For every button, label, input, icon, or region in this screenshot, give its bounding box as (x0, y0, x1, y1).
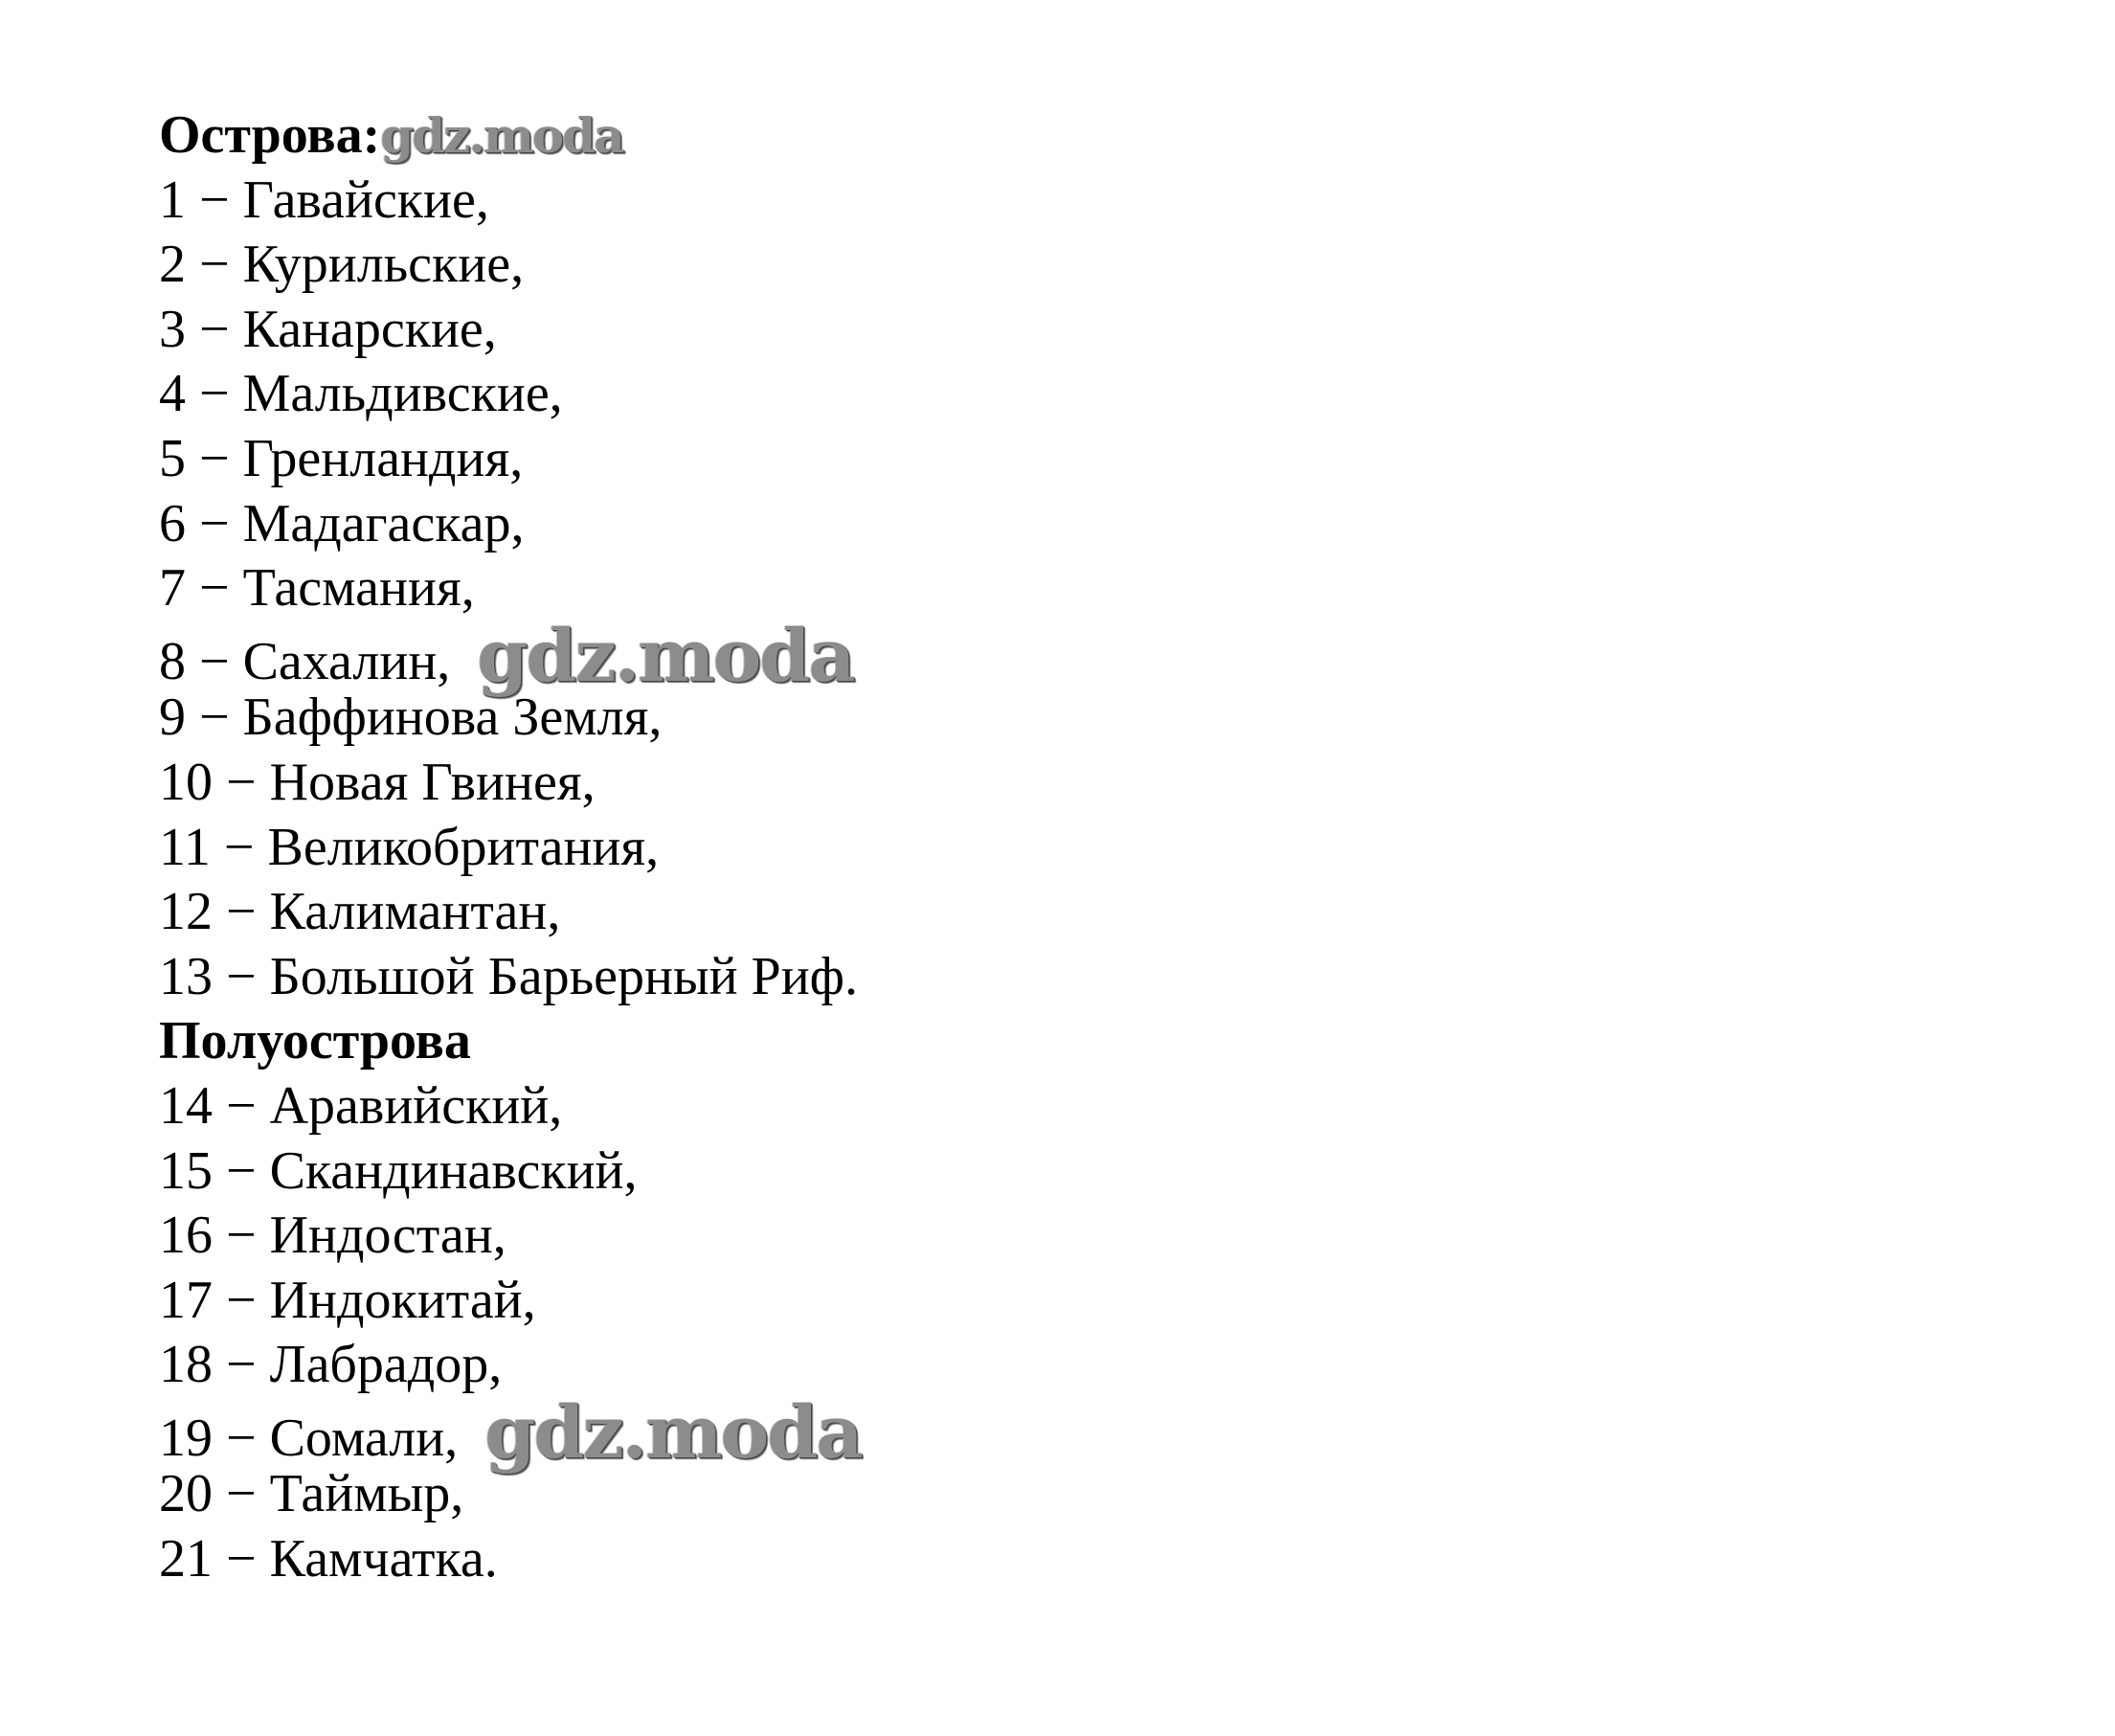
islands-heading: Острова: (159, 105, 381, 165)
list-item-with-watermark (159, 1388, 1978, 1475)
list-item: 1 − Гавайские, (159, 169, 489, 230)
document-body (159, 103, 1978, 1592)
list-item: 18 − Лабрадор, (159, 1335, 503, 1395)
list-item: 11 − Великобритания, (159, 817, 660, 877)
list-item: 17 − Индокитай, (159, 1270, 536, 1330)
list-item: 5 − Гренландия, (159, 428, 524, 488)
list-item: 8 − Сахалин, (159, 631, 451, 691)
list-item-with-watermark (159, 612, 1978, 698)
list-item: 7 − Тасмания, (159, 558, 475, 619)
islands-heading-line (159, 103, 1978, 169)
list-item: 19 − Сомали, (159, 1408, 459, 1468)
watermark-logo: gdz.moda (484, 1388, 862, 1475)
watermark-logo: gdz.moda (380, 107, 623, 164)
list-item: 20 − Таймыр, (159, 1464, 464, 1524)
list-item: 9 − Баффинова Земля, (159, 688, 663, 748)
list-item: 2 − Курильские, (159, 235, 525, 295)
peninsulas-heading: Полуострова (159, 1011, 471, 1071)
list-item: 3 − Канарские, (159, 299, 497, 359)
list-item: 15 − Скандинавский, (159, 1140, 638, 1201)
list-item: 16 − Индостан, (159, 1206, 506, 1266)
list-item: 13 − Большой Барьерный Риф. (159, 946, 858, 1006)
list-item: 6 − Мадагаскар, (159, 493, 525, 553)
list-item: 10 − Новая Гвинея, (159, 752, 596, 812)
list-item: 14 − Аравийский, (159, 1075, 563, 1136)
list-item: 12 − Калимантан, (159, 882, 561, 942)
list-item: 4 − Мальдивские, (159, 364, 563, 424)
watermark-logo: gdz.moda (477, 612, 854, 698)
list-item: 21 − Камчатка. (159, 1529, 498, 1589)
